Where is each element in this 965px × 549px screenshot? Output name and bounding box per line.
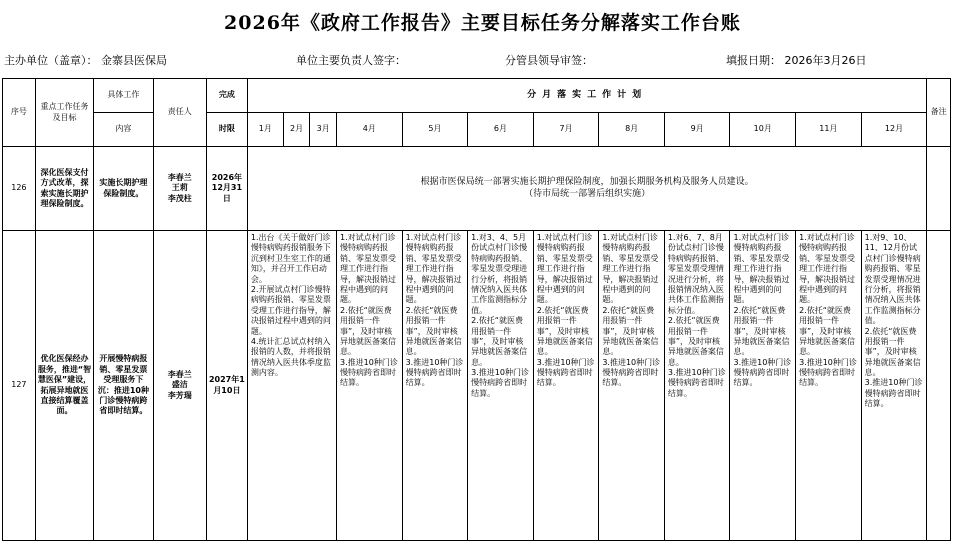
plan-dec: 1.对9、10、11、12月份试点村门诊慢特病购药报销、零星发票受理情况进行分析，将报销情况纳入医共体工作监测指标分值。 2.依托“就医费用报销一件事”，及时审核异地就医备案信息。 3.推进10种门诊慢特病跨省即时结算。 bbox=[861, 231, 927, 541]
plan-jul: 1.对试点村门诊慢特病购药报销、零星发票受理工作进行指导，解决报销过程中遇到的问题。 2.依托“就医费用报销一件事”，及时审核异地就医备案信息。 3.推进10种门诊慢特病跨省即时结算。 bbox=[533, 231, 599, 541]
header-content: 内容 bbox=[94, 113, 153, 147]
row-seq: 126 bbox=[3, 147, 36, 231]
header-responsible: 责任人 bbox=[153, 79, 206, 147]
month-header: 11月 bbox=[796, 113, 862, 147]
plan-may: 1.对试点村门诊慢特病购药报销、零星发票受理工作进行指导，解决报销过程中遇到的问题。 2.依托“就医费用报销一件事”，及时审核异地就医备案信息。 3.推进10种门诊慢特病跨省即时结算。 bbox=[402, 231, 468, 541]
header-monthly-plan: 分月落实工作计划 bbox=[247, 79, 926, 113]
header-seq: 序号 bbox=[3, 79, 36, 147]
table-row bbox=[3, 231, 951, 541]
month-header: 6月 bbox=[468, 113, 534, 147]
row-plan-text: 根据市医保局统一部署实施长期护理保险制度，加强长期服务机构及服务人员建设。 （待市局统一部署后组织实施） bbox=[247, 147, 926, 231]
plan-sep: 1.对6、7、8月份试点村门诊慢特病购药报销、零星发票受理情况进行分析，将报销情况纳入医共体工作监测指标分值。 2.依托“就医费用报销一件事”，及时审核异地就医备案信息。 3.推进10种门诊慢特病跨省即时结算。 bbox=[664, 231, 730, 541]
row-content: 开展慢特病报销、零星发票受理服务下沉：推进10种门诊慢特病跨省即时结算。 bbox=[94, 231, 153, 541]
header-complete: 完成 bbox=[206, 79, 247, 113]
month-header: 10月 bbox=[730, 113, 796, 147]
month-header: 5月 bbox=[402, 113, 468, 147]
plan-jun: 1.对3、4、5月份试点村门诊慢特病购药报销、零星发票受理进行分析，将报销情况纳入医共体工作监测指标分值。 2.依托“就医费用报销一件事”，及时审核异地就医备案信息。 3.推进10种门诊慢特病跨省即时结算。 bbox=[468, 231, 534, 541]
fill-date: 填报日期： 2026年3月26日 bbox=[726, 54, 867, 67]
row-key-task: 深化医保支付方式改革，探索实施长期护理保险制度。 bbox=[35, 147, 93, 231]
plan-oct: 1.对试点村门诊慢特病购药报销、零星发票受理工作进行指导，解决报销过程中遇到的问题。 2.依托“就医费用报销一件事”，及时审核异地就医备案信息。 3.推进10种门诊慢特病跨省即时结算。 bbox=[730, 231, 796, 541]
month-header: 2月 bbox=[283, 113, 310, 147]
header-key-task: 重点工作任务及目标 bbox=[35, 79, 93, 147]
row-content: 实施长期护理保险制度。 bbox=[94, 147, 153, 231]
month-header: 1月 bbox=[247, 113, 283, 147]
row-deadline: 2027年1月10日 bbox=[206, 231, 247, 541]
row-responsible: 李春兰 王莉 李茂柱 bbox=[153, 147, 206, 231]
plan-nov: 1.对试点村门诊慢特病购药报销、零星发票受理工作进行指导，解决报销过程中遇到的问题。 2.依托“就医费用报销一件事”，及时审核异地就医备案信息。 3.推进10种门诊慢特病跨省即时结算。 bbox=[796, 231, 862, 541]
plan-q1: 1.出台《关于做好门诊慢特病购药报销服务下沉到村卫生室工作的通知》，并召开工作启动会。 2.开展试点村门诊慢特病购药报销、零星发票受理工作进行指导，解决报销过程中遇到的问题。 4.统计汇总试点村纳入报销的人数，并将报销情况纳入医共体季度监测内容。 bbox=[247, 231, 336, 541]
row-seq: 127 bbox=[3, 231, 36, 541]
month-header: 12月 bbox=[861, 113, 927, 147]
host-unit: 主办单位（盖章）： 金寨县医保局 bbox=[4, 54, 167, 67]
leader-signature-label: 单位主要负责人签字： bbox=[296, 54, 406, 67]
header-deadline: 时限 bbox=[206, 113, 247, 147]
plan-aug: 1.对试点村门诊慢特病购药报销、零星发票受理工作进行指导，解决报销过程中遇到的问题。 2.依托“就医费用报销一件事”，及时审核异地就医备案信息。 3.推进10种门诊慢特病跨省即时结算。 bbox=[599, 231, 665, 541]
month-header: 4月 bbox=[337, 113, 403, 147]
row-remark bbox=[927, 231, 951, 541]
page-title: 2026年《政府工作报告》主要目标任务分解落实工作台账 bbox=[224, 12, 741, 34]
table-row bbox=[3, 147, 951, 231]
county-leader-label: 分管县领导审签： bbox=[505, 54, 593, 67]
month-header: 7月 bbox=[533, 113, 599, 147]
plan-apr: 1.对试点村门诊慢特病购药报销、零星发票受理工作进行指导，解决报销过程中遇到的问题。 2.依托“就医费用报销一件事”，及时审核异地就医备案信息。 3.推进10种门诊慢特病跨省即时结算。 bbox=[337, 231, 403, 541]
row-key-task: 优化医保经办服务，推进“智慧医保”建设，拓展异地就医直接结算覆盖面。 bbox=[35, 231, 93, 541]
row-responsible: 李春兰 盛洁 李芳瑞 bbox=[153, 231, 206, 541]
task-ledger-table bbox=[2, 78, 951, 541]
month-header: 9月 bbox=[664, 113, 730, 147]
month-header: 3月 bbox=[310, 113, 337, 147]
row-remark bbox=[927, 147, 951, 231]
header-remark: 备注 bbox=[927, 79, 951, 147]
row-deadline: 2026年12月31日 bbox=[206, 147, 247, 231]
header-specific-work: 具体工作 bbox=[94, 79, 153, 113]
month-header: 8月 bbox=[599, 113, 665, 147]
